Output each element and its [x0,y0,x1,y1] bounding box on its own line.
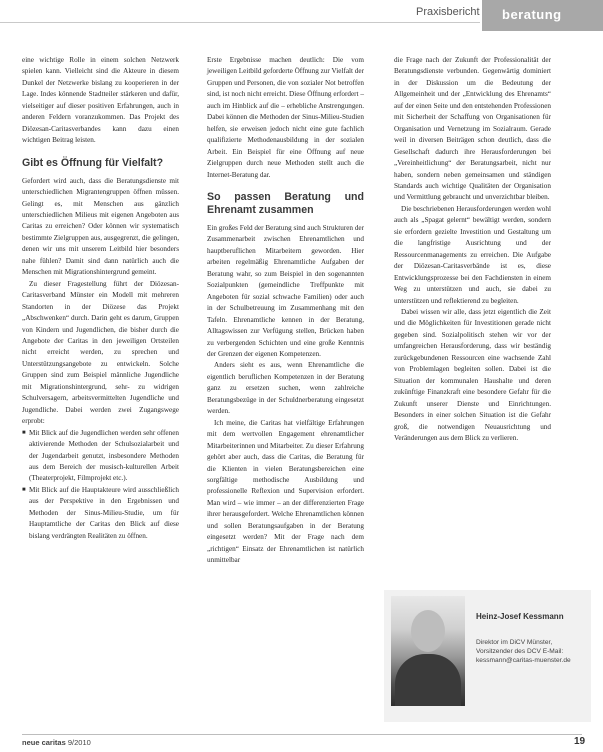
paragraph: Gefordert wird auch, dass die Beratungsdienste mit unterschiedlichen Migrantengruppen öffnen müssen. Gelingt es, mit Menschen aus gänzlich unterschiedlichen Milieus mit eigenen Angeboten aus Caritas zu erreichen? Oder können wir systematisch bestimmte Zielgruppen aus, ausgegrenzt, die gelingen, denen wir uns mit unserem Leitbild hier besonders nahe fühlen? Damit sind dann natürlich auch die Menschen mit Migrationshintergrund gemeint. [22,176,179,277]
paragraph: Erste Ergebnisse machen deutlich: Die vom jeweiligen Leitbild geforderte Öffnung zur Vielfalt der Gruppen und Personen, die von sozialer Not betroffen sind, ist noch nicht erreicht. Diese Öffnung erfordert – auch im Hinblick auf die – erhebliche Anstrengungen. Dabei können die Methoden der Sinus-Milieu-Studien helfen, sie erweisen jedoch nicht eine gute fachlich qualifizierte Methodenausbildung in der sozialen Arbeit. Ein Beispiel für eine Öffnung auf neue Zielgruppen durch neue Methoden stellt auch die Internet-Beratung dar. [207,56,364,179]
footer-rule [22,734,582,735]
paragraph: Anders sieht es aus, wenn Ehrenamtliche die eigentlich beruflichen Kompetenzen in der Beratung ganz zu ersetzen suchen, wenn zahlreiche Beratungsbezüge in der Schuldnerberatung eingesetzt werden. [207,361,364,416]
author-photo-body [395,654,461,706]
article-column-2 [207,55,364,567]
paragraph: Ein großes Feld der Beratung sind auch Strukturen der Zusammenarbeit zwischen Ehrenamtlichen und hauptberuflichen Mitarbeitern geworden. Hier arbeiten regelmäßig Ehrenamtliche Aufgaben der Beratung wahr, so zum Beispiel in den sogenannten Sozialpunkten (gemeindliche Treffpunkte mit Angeboten für sozial schwache Familien) oder auch in der Schulbetreuung im Zusammenhang mit den Tafeln. Ehrenamtliche kennen in der Beratung, Alltagswissen zur Verfügung stellen, Brücken haben zu verbergenden Schichten und eine große Kenntnis der Grenzen der eigenen Kompetenzen. [207,223,364,358]
paragraph: Ich meine, die Caritas hat vielfältige Erfahrungen mit dem wertvollen Engagement ehrenamtlicher Mitarbeiterinnen und Mitarbeiter. Zu dieser Erfahrung gehört aber auch, dass die Caritas, die Beratung für die Klienten in vielen Beratungsbereichen eine sorgfältige methodische Ausbildung und professionelle Reflexion und Supervision erfordert. Man wird – wie immer – an der differenzierten Frage ihrer herausgefordert. Welche Ehrenamtlichen können und sollen Beratungsaufgaben in der Beratung eingesetzt werden? Mit der Frage nach dem „richtigen“ Einsatz der Ehrenamtlichen ist natürlich unmittelbar [207,418,364,565]
issue-number: 9/2010 [67,738,91,747]
subheading: So passen Beratung und Ehrenamt zusammen [207,190,364,216]
author-photo [391,596,465,706]
paragraph: Die beschriebenen Herausforderungen werden wohl auch als „Spagat gelernt“ bewältigt werden, sondern sie erfordern gezielte Investition und Gestaltung um die langfristige Ausrichtung und der Ressourcenmanagements zu erreichen. Die Aufgabe der Diözesan-Caritasverbände ist es, diese Entwicklungsprozesse bei den Fachdiensten in einem Weg zu unterstützen und auch, sie dabei zu unterstützen und reflektierend zu begleiten. [394,204,551,305]
section-label: Praxisbericht [416,6,480,18]
article-column-1 [22,55,179,542]
page-number: 19 [574,736,586,747]
article-column-3 [394,55,551,444]
subheading: Gibt es Öffnung für Vielfalt? [22,156,164,169]
section-tab [482,0,603,31]
paragraph: die Frage nach der Zukunft der Professionalität der Beratungsdienste verbunden. Gegenwärtig dominiert in der Diskussion um die Bedeutung der Allgemeinheit und der „Entwicklung des Ehrenamts“ auf der einen Seite und den entstehenden Professionen mit Sicherheit der Schaffung von Organisationen für Organisation und Vernetzung im Sozialraum. Gerade weil in diversen Beiträgen schon deutlich, dass die Gesellschaft dadurch ihre Herausforderungen bei „Vereinheitlichung“ der Beratungsarbeit, nicht nur haben, sondern neben gemeinsamen und ständigen Standards auch wichtige Qualitäten der Organisation und Vermittlung gebraucht und unverzichtbar bleiben. [394,56,551,202]
footer-issue [22,738,91,747]
section-tab-label: beratung [502,7,562,22]
paragraph: Dabei wissen wir alle, dass jetzt eigentlich die Zeit und die Möglichkeiten für Investitionen gerade nicht gegeben sind. Sozialpolitisch stehen wir vor der umfangreichen Herausforderung, dass wir beständig zurückgebundenen Ressourcen eine wachsende Zahl von Problemlagen begleiten sollen. Dabei ist die Situation der kommunalen Haushalte und deren zukünftige Finanzkraft eine besondere Gefahr für die Zukunft unserer Dienste und Einrichtungen. Besonders in einer solchen Situation ist die Gefahr groß, die notwendigen Neuausrichtung und Veränderungen aus dem Blick zu verlieren. [394,307,551,442]
author-photo-head [411,610,445,652]
magazine-name: neue caritas [22,738,66,747]
paragraph: Zu dieser Fragestellung führt der Diözesan-Caritasverband Münster ein Modell mit mehreren Standorten in der Diözese das Projekt „Abschwenken“ durch. Darin geht es darum, Gruppen von Kindern und Jugendlichen, die bisher durch die Angebote der Caritas in den jeweiligen Ortsteilen nicht erreicht werden, zu sprechen und Unterstützungsangebote zu entwickeln. Solche Gruppen sind zum Beispiel männliche Jugendliche mit Migrationshintergrund, sehr- zu widrigen Schulversagern, arbeitsvermittelten Jugendliche und Jugendliche. Dabei werden zwei Zugangswege erprobt: [22,279,179,426]
header-rule [0,22,480,23]
author-name: Heinz-Josef Kessmann [476,612,564,621]
author-bio: Direktor im DiCV Münster, Vorsitzender des DCV E-Mail: kessmann@caritas-muenster.de [476,639,571,664]
paragraph: eine wichtige Rolle in einem solchen Netzwerk spielen kann. Vielleicht sind die Akteure in diesem Dunkel der Netzwerke bislang zu kooperieren in der Lage. Indes könnende Stadtteiler stärkeren und dafür, vielseitiger auf dieser positiven Erfahrungen, auch in anderen Feldern voranzukommen. Das Projekt des Diözesan-Caritasverbandes kann dazu einen wichtigen Beitrag leisten. [22,56,179,145]
bullet-item: ■ Mit Blick auf die Jugendlichen werden sehr offenen aktivierende Methoden der Schulsozialarbeit und der Jugendarbeit genutzt, insbesondere Methoden aus dem Bereich der musisch-kulturellen Arbeit (Theaterprojekt, Filmprojekt etc.). [22,428,179,485]
bullet-item: ■ Mit Blick auf die Hauptakteure wird ausschließlich aus der Perspektive in den Ergebnissen und Methoden der Sinus-Milieu-Studie, um für Hauptamtliche der Caritas den Blick auf diese bislang verdrängten Realitäten zu öffnen. [22,485,179,542]
author-box [384,590,591,722]
